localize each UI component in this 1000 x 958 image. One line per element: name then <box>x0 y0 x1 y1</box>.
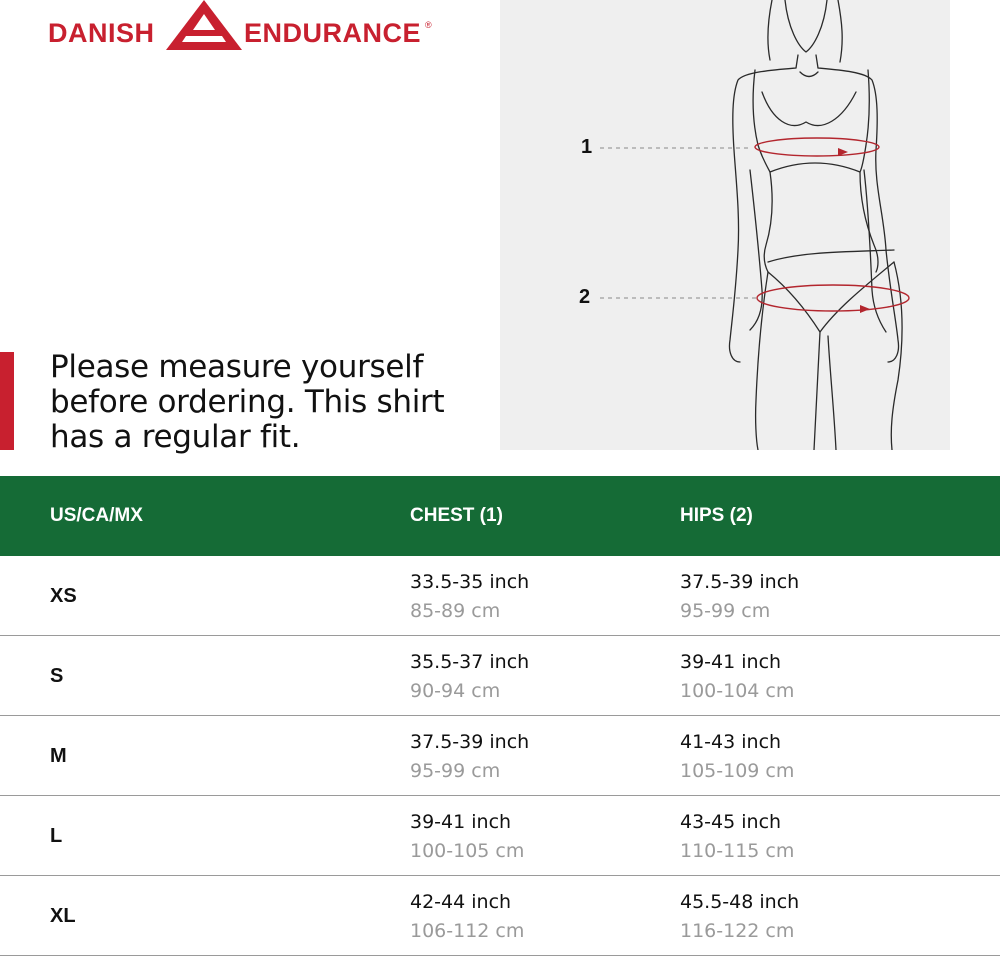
table-row <box>0 796 1000 876</box>
chest-inch: 39-41 inch <box>410 811 512 833</box>
hips-inch: 43-45 inch <box>680 811 782 833</box>
hips-cell <box>680 648 794 706</box>
hips-inch: 41-43 inch <box>680 731 782 753</box>
size-label: S <box>50 665 64 687</box>
hips-cell <box>680 808 794 866</box>
intro-text: Please measure yourself before ordering. This shirt has a regular fit. <box>50 349 445 455</box>
chest-inch: 33.5-35 inch <box>410 571 530 593</box>
size-label: L <box>50 825 63 847</box>
chest-marker: 1 <box>581 136 593 158</box>
hips-cell <box>680 568 799 626</box>
registered-mark: ® <box>425 20 432 30</box>
mountain-peak-icon <box>166 0 242 50</box>
size-label: XL <box>50 905 76 927</box>
header-size: US/CA/MX <box>50 505 143 526</box>
hips-cm: 116-122 cm <box>680 920 795 942</box>
table-row <box>0 556 1000 636</box>
table-row <box>0 876 1000 956</box>
hips-inch: 37.5-39 inch <box>680 571 800 593</box>
chest-cm: 106-112 cm <box>410 920 525 942</box>
table-row <box>0 636 1000 716</box>
size-table-header <box>0 476 1000 556</box>
body-outline-illustration <box>500 0 950 450</box>
brand-logo <box>48 0 438 52</box>
chest-cm: 100-105 cm <box>410 840 525 862</box>
header-chest: CHEST (1) <box>410 505 503 526</box>
hips-cm: 110-115 cm <box>680 840 795 862</box>
chest-cell <box>410 808 524 866</box>
header-hips: HIPS (2) <box>680 505 753 526</box>
brand-word-left: DANISH <box>48 18 155 48</box>
hips-inch: 45.5-48 inch <box>680 891 800 913</box>
chest-inch: 35.5-37 inch <box>410 651 530 673</box>
hips-cell <box>680 888 799 946</box>
chest-cm: 90-94 cm <box>410 680 501 702</box>
size-label: XS <box>50 585 77 607</box>
size-label: M <box>50 745 67 767</box>
hips-cm: 100-104 cm <box>680 680 795 702</box>
measurement-figure <box>500 0 950 450</box>
chest-cell <box>410 648 529 706</box>
hips-cell <box>680 728 794 786</box>
hips-marker: 2 <box>579 286 591 308</box>
chest-inch: 42-44 inch <box>410 891 512 913</box>
size-table-body <box>0 556 1000 956</box>
chest-cell <box>410 568 529 626</box>
hips-cm: 105-109 cm <box>680 760 795 782</box>
chest-cell <box>410 888 524 946</box>
hips-cm: 95-99 cm <box>680 600 771 622</box>
chest-cm: 85-89 cm <box>410 600 501 622</box>
brand-word-right: ENDURANCE <box>244 18 422 48</box>
chest-cell <box>410 728 529 786</box>
table-row <box>0 716 1000 796</box>
hips-inch: 39-41 inch <box>680 651 782 673</box>
accent-bar <box>0 352 14 450</box>
chest-cm: 95-99 cm <box>410 760 501 782</box>
chest-inch: 37.5-39 inch <box>410 731 530 753</box>
